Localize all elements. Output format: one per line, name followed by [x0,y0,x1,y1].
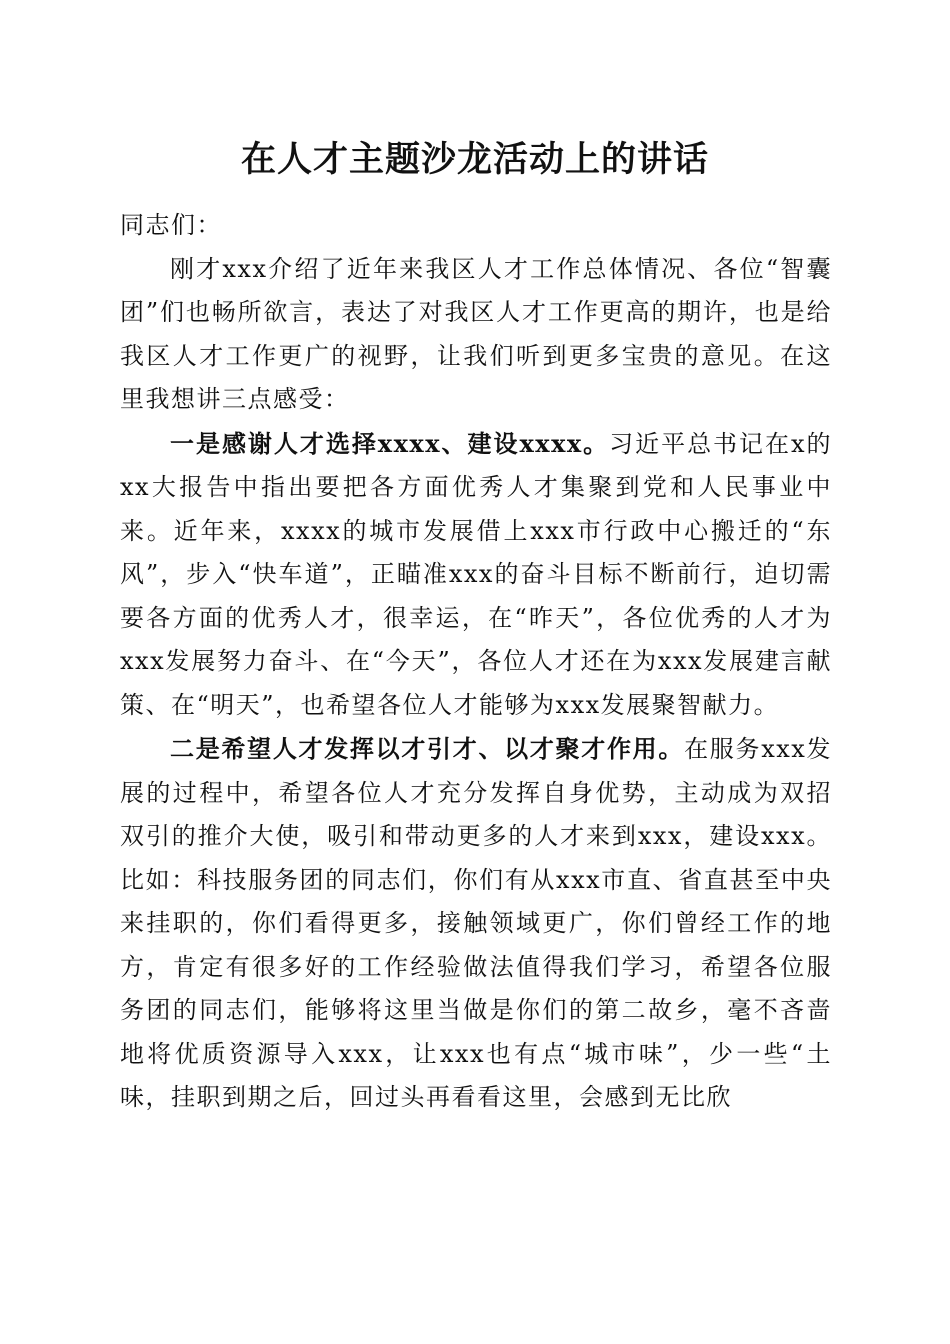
paragraph-point-two [120,727,832,1120]
paragraph-point-two-text: 在服务xxx发展的过程中，希望各位人才充分发挥自身优势，主动成为双招双引的推介大使，吸引和带动更多的人才来到xxx，建设xxx。比如：科技服务团的同志们，你们有从xxx市直、省直甚至中央来挂职的，你们看得更多，接触领域更广，你们曾经工作的地方，肯定有很多好的工作经验做法值得我们学习，希望各位服务团的同志们，能够将这里当做是你们的第二故乡，毫不吝啬地将优质资源导入xxx，让xxx也有点“城市味”，少一些“土味，挂职到期之后，回过头再看看这里，会感到无比欣 [120,735,832,1111]
paragraph-point-one [120,422,832,728]
salutation: 同志们： [120,211,222,239]
document-title: 在人才主题沙龙活动上的讲话 [240,139,709,180]
paragraph-point-two-lead: 二是希望人才发挥以才引才、以才聚才作用。 [170,734,685,763]
paragraph-point-one-lead: 一是感谢人才选择xxxx、建设xxxx。 [170,428,610,458]
paragraph-point-one-text: 习近平总书记在x的xx大报告中指出要把各方面优秀人才集聚到党和人民事业中来。近年来，xxxx的城市发展借上xxx市行政中心搬迁的“东风”，步入“快车道”，正瞄准xxx的奋斗目标不断前行，迫切需要各方面的优秀人才，很幸运，在“昨天”，各位优秀的人才为xxx发展努力奋斗、在“今天”，各位人才还在为xxx发展建言献策、在“明天”，也希望各位人才能够为xxx发展聚智献力。 [120,429,832,719]
paragraph-intro [120,248,832,422]
paragraph-intro-text: 刚才xxx介绍了近年来我区人才工作总体情况、各位“智囊团”们也畅所欲言，表达了对我区人才工作更高的期许，也是给我区人才工作更广的视野，让我们听到更多宝贵的意见。在这里我想讲三点感受： [120,254,832,413]
document-body [120,204,832,1120]
